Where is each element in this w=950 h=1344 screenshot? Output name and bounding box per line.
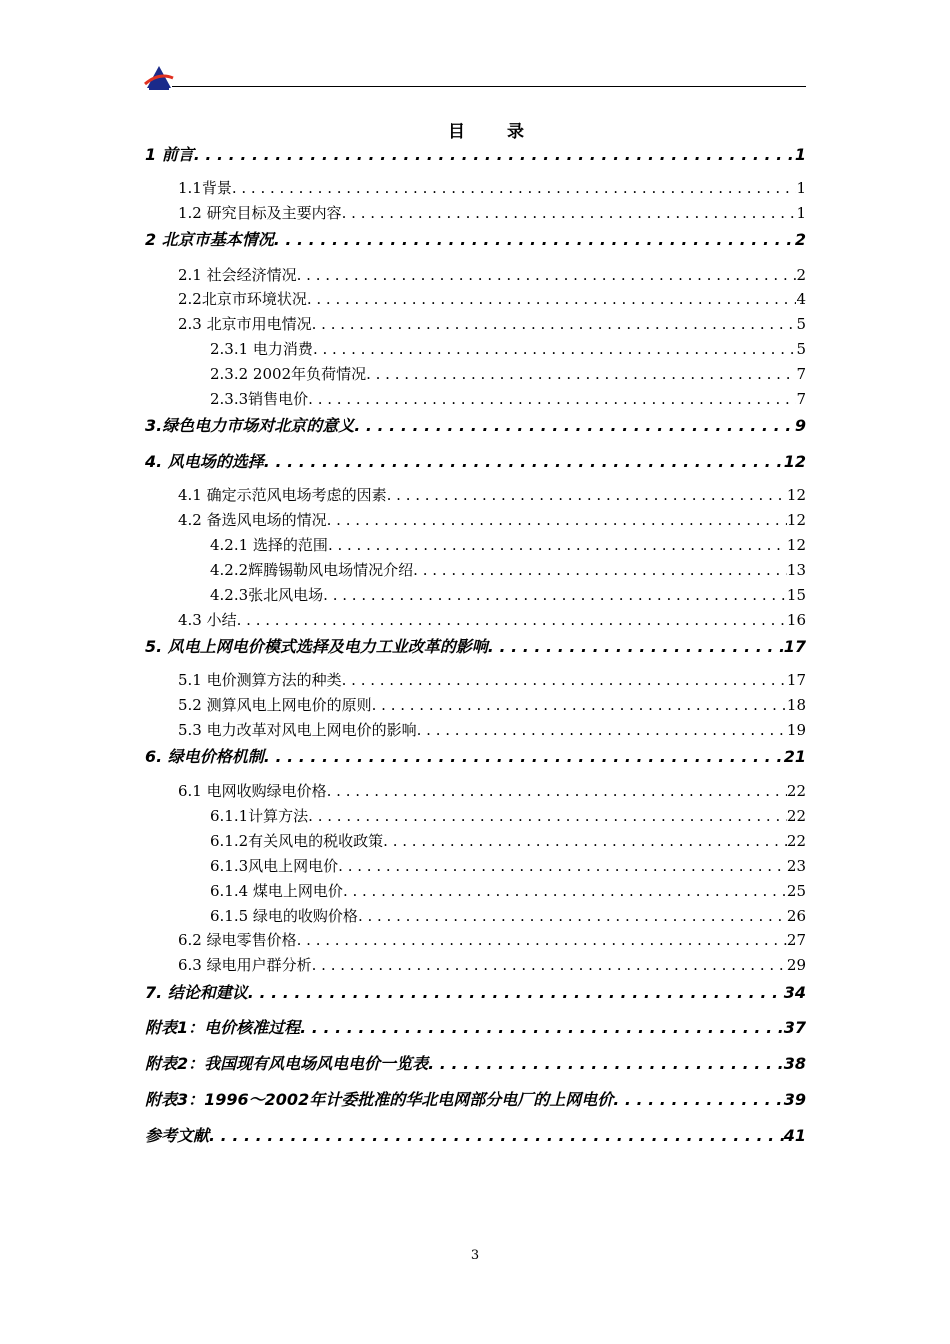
toc-leader-dots	[232, 179, 797, 197]
toc-entry-label: 5. 风电上网电价模式选择及电力工业改革的影响	[145, 637, 488, 656]
toc-entry-label: 3.绿色电力市场对北京的意义	[145, 416, 355, 435]
toc-entry-page: 39	[783, 1090, 806, 1109]
toc-entry-label: 6. 绿电价格机制	[145, 747, 264, 766]
toc-leader-dots	[248, 983, 784, 1002]
toc-entry[interactable]	[145, 744, 806, 767]
toc-entry[interactable]	[210, 534, 806, 555]
toc-entry[interactable]	[145, 980, 806, 1003]
toc-entry-label: 4.1 确定示范风电场考虑的因素	[178, 486, 387, 504]
toc-entry-page: 19	[786, 721, 806, 739]
toc-entry-page: 22	[786, 807, 806, 825]
toc-leader-dots	[312, 956, 787, 974]
toc-entry-label: 5.2 测算风电上网电价的原则	[178, 696, 372, 714]
toc-entry[interactable]	[178, 929, 806, 950]
toc-entry-page: 12	[783, 452, 806, 471]
toc-entry[interactable]	[145, 1087, 806, 1110]
toc-leader-dots	[428, 1054, 784, 1073]
toc-entry-page: 34	[783, 983, 806, 1002]
toc-entry-label: 4.2 备选风电场的情况	[178, 511, 327, 529]
toc-entry[interactable]	[210, 388, 806, 409]
toc-entry[interactable]	[210, 855, 806, 876]
toc-entry[interactable]	[210, 559, 806, 580]
toc-leader-dots	[488, 637, 784, 656]
toc-entry-label: 6.1.5 绿电的收购价格	[210, 907, 358, 925]
toc-entry[interactable]	[178, 288, 806, 309]
toc-entry[interactable]	[178, 177, 806, 198]
toc-entry-page: 16	[786, 611, 806, 629]
toc-leader-dots	[264, 747, 784, 766]
toc-leader-dots	[194, 145, 795, 164]
toc-entry-page: 17	[783, 637, 806, 656]
toc-entry-page: 9	[794, 416, 806, 435]
toc-leader-dots	[327, 782, 787, 800]
toc-leader-dots	[342, 204, 797, 222]
toc-entry[interactable]	[210, 905, 806, 926]
toc-entry[interactable]	[145, 413, 806, 436]
toc-entry[interactable]	[210, 830, 806, 851]
toc-entry-page: 17	[786, 671, 806, 689]
toc-leader-dots	[383, 832, 787, 850]
toc-entry-label: 7. 结论和建议	[145, 983, 248, 1002]
toc-entry-label: 4.3 小结	[178, 611, 237, 629]
toc-entry[interactable]	[210, 338, 806, 359]
toc-entry-page: 4	[796, 290, 806, 308]
toc-entry-label: 2.3.2 2002年负荷情况	[210, 365, 367, 383]
toc-leader-dots	[313, 340, 797, 358]
toc-leader-dots	[613, 1090, 784, 1109]
toc-entry[interactable]	[178, 954, 806, 975]
toc-entry[interactable]	[178, 509, 806, 530]
toc-entry[interactable]	[178, 484, 806, 505]
toc-entry-page: 7	[796, 390, 806, 408]
toc-entry-label: 2.3.1 电力消费	[210, 340, 313, 358]
toc-entry-page: 18	[786, 696, 806, 714]
toc-entry[interactable]	[210, 805, 806, 826]
toc-title: 目 录	[448, 122, 542, 142]
toc-leader-dots	[342, 671, 787, 689]
toc-entry-label: 4.2.1 选择的范围	[210, 536, 328, 554]
toc-entry-label: 5.1 电价测算方法的种类	[178, 671, 342, 689]
toc-leader-dots	[300, 1018, 784, 1037]
toc-entry[interactable]	[210, 363, 806, 384]
toc-entry-label: 6.1.1计算方法	[210, 807, 309, 825]
toc-entry-page: 21	[783, 747, 806, 766]
toc-entry[interactable]	[178, 780, 806, 801]
triangle-swoosh-logo-icon	[143, 62, 175, 94]
toc-entry-label: 1 前言	[145, 145, 194, 164]
toc-entry-page: 2	[794, 230, 806, 249]
toc-leader-dots	[328, 536, 787, 554]
toc-entry-page: 1	[796, 204, 806, 222]
toc-entry-label: 4.2.3张北风电场	[210, 586, 324, 604]
toc-entry-page: 26	[786, 907, 806, 925]
toc-leader-dots	[417, 721, 787, 739]
toc-leader-dots	[274, 230, 795, 249]
toc-entry-label: 参考文献	[145, 1126, 210, 1145]
toc-leader-dots	[343, 882, 787, 900]
toc-entry-page: 12	[786, 511, 806, 529]
toc-entry-label: 6.2 绿电零售价格	[178, 931, 297, 949]
toc-leader-dots	[308, 807, 787, 825]
toc-entry-label: 2 北京市基本情况	[145, 230, 274, 249]
toc-entry-page: 27	[786, 931, 806, 949]
toc-leader-dots	[338, 857, 787, 875]
toc-leader-dots	[372, 696, 787, 714]
toc-entry[interactable]	[145, 1015, 806, 1038]
toc-entry[interactable]	[178, 313, 806, 334]
toc-leader-dots	[307, 290, 797, 308]
header-rule	[172, 86, 806, 87]
toc-entry-label: 6.1.4 煤电上网电价	[210, 882, 343, 900]
toc-entry-label: 2.3.3销售电价	[210, 390, 309, 408]
toc-leader-dots	[264, 452, 784, 471]
toc-leader-dots	[358, 907, 787, 925]
toc-entry-label: 附表1：电价核准过程	[145, 1018, 301, 1037]
toc-entry[interactable]	[178, 264, 806, 285]
toc-entry-page: 29	[786, 956, 806, 974]
toc-entry[interactable]	[210, 584, 806, 605]
toc-leader-dots	[327, 511, 787, 529]
toc-entry-page: 5	[796, 340, 806, 358]
toc-entry-label: 1.2 研究目标及主要内容	[178, 204, 342, 222]
toc-entry-label: 附表2：我国现有风电场风电电价一览表	[145, 1054, 429, 1073]
toc-entry[interactable]	[178, 202, 806, 223]
toc-entry-label: 2.2北京市环境状况	[178, 290, 307, 308]
toc-leader-dots	[237, 611, 787, 629]
toc-entry-label: 2.1 社会经济情况	[178, 266, 297, 284]
toc-leader-dots	[354, 416, 795, 435]
toc-entry-page: 1	[794, 145, 806, 164]
toc-entry-label: 1.1背景	[178, 179, 232, 197]
toc-entry-page: 15	[786, 586, 806, 604]
toc-entry[interactable]	[145, 142, 806, 165]
toc-entry-page: 37	[783, 1018, 806, 1037]
toc-entry-label: 4. 风电场的选择	[145, 452, 264, 471]
toc-entry[interactable]	[178, 719, 806, 740]
toc-entry-label: 4.2.2辉腾锡勒风电场情况介绍	[210, 561, 414, 579]
toc-entry[interactable]	[145, 227, 806, 250]
toc-leader-dots	[209, 1126, 784, 1145]
toc-entry[interactable]	[178, 669, 806, 690]
toc-leader-dots	[297, 931, 787, 949]
toc-leader-dots	[297, 266, 797, 284]
toc-entry-page: 22	[786, 832, 806, 850]
toc-leader-dots	[413, 561, 787, 579]
toc-entry-label: 6.3 绿电用户群分析	[178, 956, 312, 974]
toc-entry-page: 12	[786, 536, 806, 554]
toc-leader-dots	[387, 486, 787, 504]
toc-entry[interactable]	[145, 1051, 806, 1074]
toc-entry[interactable]	[210, 880, 806, 901]
toc-entry-page: 1	[796, 179, 806, 197]
toc-entry-page: 2	[796, 266, 806, 284]
page-number: 3	[470, 1248, 480, 1263]
toc-entry[interactable]	[145, 1123, 806, 1146]
toc-entry[interactable]	[178, 694, 806, 715]
toc-entry[interactable]	[178, 609, 806, 630]
toc-leader-dots	[308, 390, 796, 408]
toc-entry-page: 38	[783, 1054, 806, 1073]
toc-leader-dots	[312, 315, 797, 333]
toc-entry-page: 23	[786, 857, 806, 875]
toc-entry-page: 22	[786, 782, 806, 800]
toc-entry-label: 6.1 电网收购绿电价格	[178, 782, 327, 800]
toc-entry-page: 12	[786, 486, 806, 504]
toc-entry-page: 25	[786, 882, 806, 900]
toc-entry-label: 5.3 电力改革对风电上网电价的影响	[178, 721, 417, 739]
toc-entry-label: 6.1.3风电上网电价	[210, 857, 339, 875]
toc-entry-page: 5	[796, 315, 806, 333]
toc-entry-label: 6.1.2有关风电的税收政策	[210, 832, 384, 850]
toc-entry-page: 13	[786, 561, 806, 579]
toc-entry[interactable]	[145, 634, 806, 657]
toc-leader-dots	[366, 365, 796, 383]
toc-entry-label: 附表3：1996～2002年计委批准的华北电网部分电厂的上网电价	[145, 1090, 614, 1109]
toc-entry-page: 41	[783, 1126, 806, 1145]
toc-entry-page: 7	[796, 365, 806, 383]
toc-leader-dots	[323, 586, 787, 604]
toc-entry-label: 2.3 北京市用电情况	[178, 315, 312, 333]
toc-entry[interactable]	[145, 449, 806, 472]
